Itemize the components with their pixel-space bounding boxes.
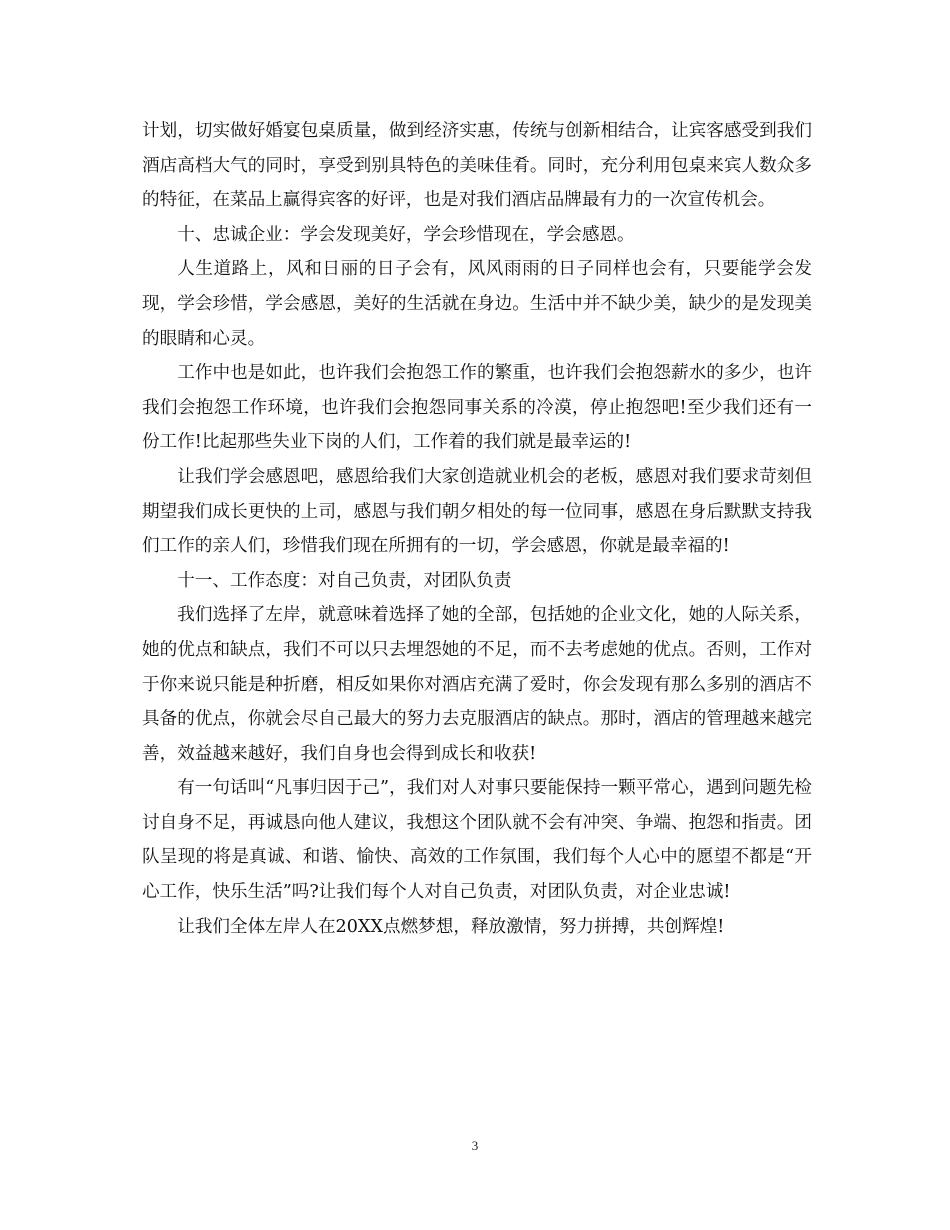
paragraph-9: 让我们全体左岸人在20XX点燃梦想，释放激情，努力拼搏，共创辉煌! (177, 916, 725, 937)
paragraph-1: 计划，切实做好婚宴包桌质量，做到经济实惠，传统与创新相结合，让宾客感受到我们酒店高档大气的同时，享受到别具特色的美味佳肴。同时，充分利用包桌来宾人数众多的特征，在菜品上赢得宾客的好评，也是对我们酒店品牌最有力的一次宣传机会。 (142, 121, 812, 211)
paragraph-4: 工作中也是如此，也许我们会抱怨工作的繁重，也许我们会抱怨薪水的多少，也许我们会抱怨工作环境，也许我们会抱怨同事关系的冷漠，停止抱怨吧!至少我们还有一份工作!比起那些失业下岗的人们，工作着的我们就是最幸运的! (142, 363, 812, 453)
page-number: 3 (471, 1138, 479, 1153)
paragraph-3: 人生道路上，风和日丽的日子会有，风风雨雨的日子同样也会有，只要能学会发现，学会珍惜，学会感恩，美好的生活就在身边。生活中并不缺少美，缺少的是发现美的眼睛和心灵。 (142, 259, 812, 349)
paragraph-8: 有一句话叫“凡事归因于己”，我们对人对事只要能保持一颗平常心，遇到问题先检讨自身不足，再诚恳向他人建议，我想这个团队就不会有冲突、争端、抱怨和指责。团队呈现的将是真诚、和谐、愉快、高效的工作氛围，我们每个人心中的愿望不都是“开心工作，快乐生活”吗?让我们每个人对自己负责，对团队负责，对企业忠诚! (142, 778, 812, 903)
section-heading-10: 十、忠诚企业：学会发现美好，学会珍惜现在，学会感恩。 (177, 224, 635, 245)
document-body (142, 114, 812, 944)
section-heading-11: 十一、工作态度：对自己负责，对团队负责 (177, 570, 512, 591)
paragraph-7: 我们选择了左岸，就意味着选择了她的全部，包括她的企业文化，她的人际关系，她的优点和缺点，我们不可以只去埋怨她的不足，而不去考虑她的优点。否则，工作对于你来说只能是种折磨，相反如果你对酒店充满了爱时，你会发现有那么多别的酒店不具备的优点，你就会尽自己最大的努力去克服酒店的缺点。那时，酒店的管理越来越完善，效益越来越好，我们自身也会得到成长和收获! (142, 605, 812, 764)
paragraph-5: 让我们学会感恩吧，感恩给我们大家创造就业机会的老板，感恩对我们要求苛刻但期望我们成长更快的上司，感恩与我们朝夕相处的每一位同事，感恩在身后默默支持我们工作的亲人们，珍惜我们现在所拥有的一切，学会感恩，你就是最幸福的! (142, 466, 812, 557)
